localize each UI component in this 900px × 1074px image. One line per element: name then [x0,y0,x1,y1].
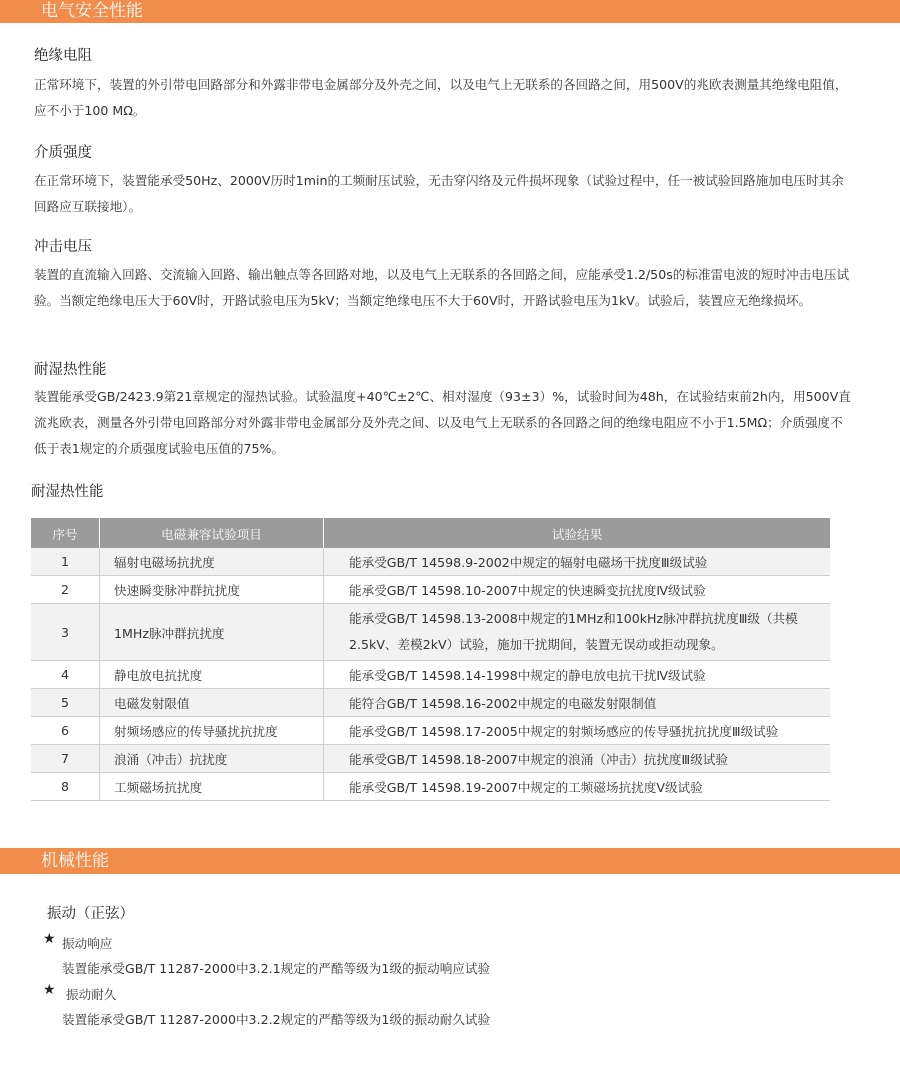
row-item: 浪涌（冲击）抗扰度 [100,745,324,773]
row-index: 1 [31,548,100,576]
heading-vibration: 振动（正弦） [47,906,134,922]
header-test-result: 试验结果 [324,518,831,548]
row-index: 4 [31,661,100,689]
row-item: 工频磁场抗扰度 [100,773,324,801]
table-row [31,745,830,773]
row-index: 7 [31,745,100,773]
heading-insulation-resistance: 绝缘电阻 [34,48,92,64]
table-row [31,717,830,745]
table-row [31,689,830,717]
row-result: 能承受GB/T 14598.19-2007中规定的工频磁场抗扰度Ⅴ级试验 [324,773,831,801]
heading-impulse-voltage: 冲击电压 [34,239,92,255]
header-index: 序号 [31,518,100,548]
row-item: 静电放电抗扰度 [100,661,324,689]
table-header-row [31,518,830,548]
row-result: 能承受GB/T 14598.18-2007中规定的浪涌（冲击）抗扰度Ⅲ级试验 [324,745,831,773]
header-test-item: 电磁兼容试验项目 [100,518,324,548]
section-title: 电气安全性能 [41,1,143,21]
label-vibration-response: 振动响应 [62,936,113,951]
row-result: 能承受GB/T 14598.9-2002中规定的辐射电磁场干扰度Ⅲ级试验 [324,548,831,576]
table-row [31,576,830,604]
text-vibration-endurance: 装置能承受GB/T 11287-2000中3.2.2规定的严酷等级为1级的振动耐久试验 [62,1012,491,1027]
row-index: 6 [31,717,100,745]
star-icon: ★ [43,931,56,947]
table-row [31,773,830,801]
label-vibration-endurance: 振动耐久 [66,987,117,1002]
row-result: 能承受GB/T 14598.10-2007中规定的快速瞬变抗扰度Ⅳ级试验 [324,576,831,604]
section-title: 机械性能 [41,851,109,871]
paragraph-insulation-resistance: 正常环境下，装置的外引带电回路部分和外露非带电金属部分及外壳之间，以及电气上无联系的各回路之间，用500V的兆欧表测量其绝缘电阻值，应不小于100 MΩ。 [34,77,848,118]
row-index: 8 [31,773,100,801]
table-caption: 耐湿热性能 [31,484,104,500]
row-item: 电磁发射限值 [100,689,324,717]
table-row [31,548,830,576]
text-vibration-response: 装置能承受GB/T 11287-2000中3.2.1规定的严酷等级为1级的振动响应试验 [62,961,491,976]
row-result: 能承受GB/T 14598.13-2008中规定的1MHz和100kHz脉冲群抗扰度Ⅲ级（共模2.5kV、差模2kV）试验，施加干扰期间，装置无误动或拒动现象。 [324,604,831,661]
heading-damp-heat: 耐湿热性能 [34,362,107,378]
row-index: 2 [31,576,100,604]
row-item: 快速瞬变脉冲群抗扰度 [100,576,324,604]
row-item: 辐射电磁场抗扰度 [100,548,324,576]
row-index: 3 [31,604,100,661]
row-index: 5 [31,689,100,717]
row-item: 射频场感应的传导骚扰抗扰度 [100,717,324,745]
paragraph-damp-heat: 装置能承受GB/2423.9第21章规定的湿热试验。试验温度+40℃±2℃、相对湿度（93±3）%，试验时间为48h，在试验结束前2h内，用500V直流兆欧表，测量各外引带电回路部分对外露非带电金属部分及外壳之间、以及电气上无联系的各回路之间的绝缘电阻应不小于1.5MΩ；介质强度不低于表1规定的介质强度试验电压值的75%。 [34,389,851,456]
row-item: 1MHz脉冲群抗扰度 [100,604,324,661]
paragraph-dielectric-strength: 在正常环境下，装置能承受50Hz、2000V历时1min的工频耐压试验，无击穿闪络及元件损坏现象（试验过程中，任一被试验回路施加电压时其余回路应互联接地）。 [34,173,844,214]
row-result: 能符合GB/T 14598.16-2002中规定的电磁发射限制值 [324,689,831,717]
table-row [31,604,830,661]
section-header-electrical-safety [0,0,900,23]
row-result: 能承受GB/T 14598.14-1998中规定的静电放电抗干扰Ⅳ级试验 [324,661,831,689]
row-result: 能承受GB/T 14598.17-2005中规定的射频场感应的传导骚扰抗扰度Ⅲ级试验 [324,717,831,745]
section-header-mechanical [0,848,900,874]
emc-test-table [31,518,830,801]
table-row [31,661,830,689]
heading-dielectric-strength: 介质强度 [34,145,92,161]
paragraph-impulse-voltage: 装置的直流输入回路、交流输入回路、输出触点等各回路对地，以及电气上无联系的各回路之间，应能承受1.2/50s的标准雷电波的短时冲击电压试验。当额定绝缘电压大于60V时，开路试验电压为5kV；当额定绝缘电压不大于60V时，开路试验电压为1kV。试验后，装置应无绝缘损坏。 [34,267,850,308]
star-icon: ★ [43,982,56,998]
